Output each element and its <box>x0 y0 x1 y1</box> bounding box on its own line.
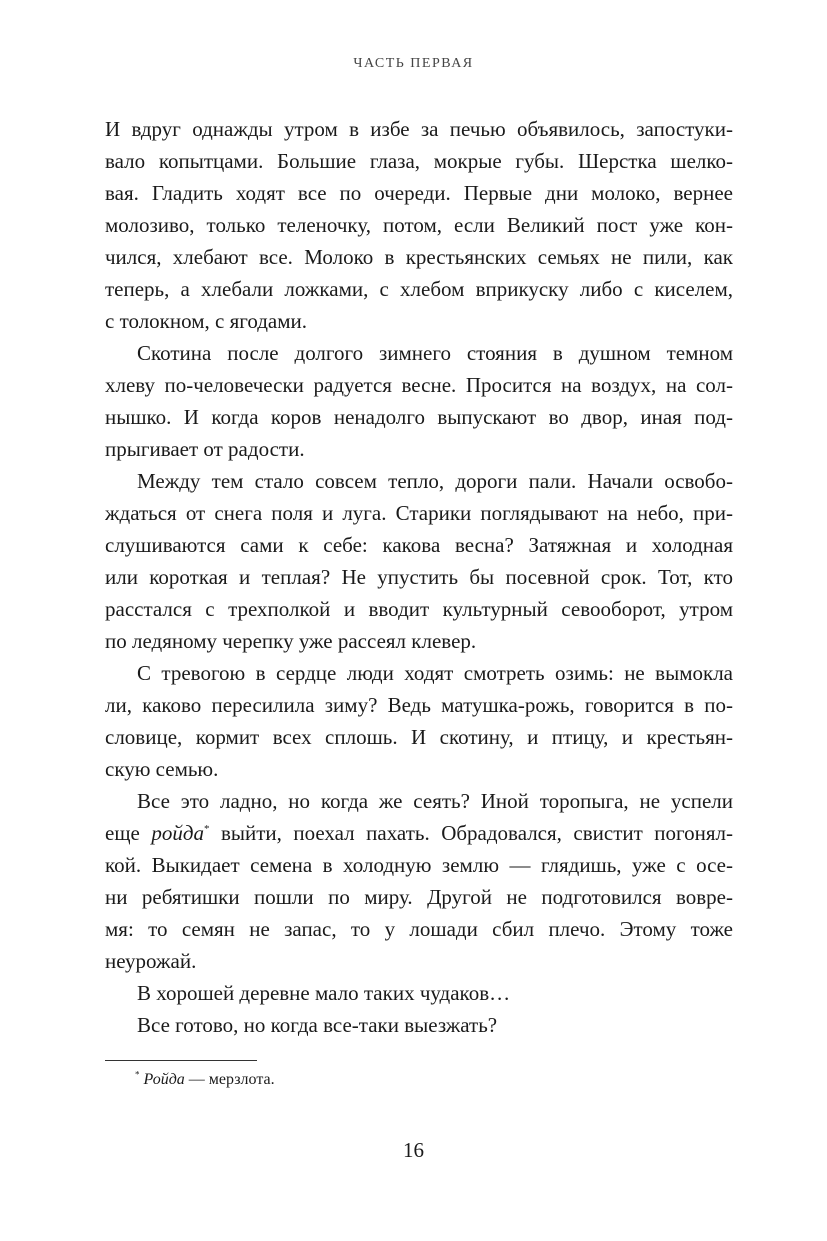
text-line: ждаться от снега поля и луга. Старики поглядывают на небо, при- <box>105 501 733 525</box>
footnote-definition: — мерзлота. <box>184 1071 275 1088</box>
text-line: Все готово, но когда все-таки выезжать? <box>137 1013 498 1037</box>
text-line: ни ребятишки пошли по миру. Другой не подготовился вовре- <box>105 885 733 909</box>
text-line: вая. Гладить ходят все по очереди. Первые дни молоко, вернее <box>105 181 733 205</box>
text-line: И вдруг однажды утром в избе за печью объявилось, запостуки- <box>105 117 733 141</box>
text-line: Скотина после долгого зимнего стояния в душном темном <box>137 341 733 365</box>
text-line: теперь, а хлебали ложками, с хлебом вприкуску либо с киселем, <box>105 277 733 301</box>
text-line-with-footnote <box>105 817 733 849</box>
text-line: по ледяному черепку уже рассеял клевер. <box>105 629 477 653</box>
text-line: мя: то семян не запас, то у лошади сбил плечо. Этому тоже <box>105 917 733 941</box>
footnote-marker: * <box>135 1069 140 1080</box>
text-fragment: еще <box>105 821 152 845</box>
text-line: чился, хлебают все. Молоко в крестьянских семьях не пили, как <box>105 245 733 269</box>
text-line: вало копытцами. Большие глаза, мокрые губы. Шерстка шелко- <box>105 149 733 173</box>
text-line: с толокном, с ягодами. <box>105 309 308 333</box>
text-fragment: выйти, поехал пахать. Обрадовался, свистит погонял- <box>209 821 733 845</box>
running-head: ЧАСТЬ ПЕРВАЯ <box>353 56 474 71</box>
text-line: скую семью. <box>105 757 219 781</box>
text-line: Между тем стало совсем тепло, дороги пали. Начали освобо- <box>137 469 733 493</box>
body-text <box>105 113 733 1041</box>
text-line: прыгивает от радости. <box>105 437 305 461</box>
footnote-term: Ройда <box>143 1071 185 1088</box>
footnote-term: ройда <box>151 821 204 845</box>
text-line: кой. Выкидает семена в холодную землю — глядишь, уже с осе- <box>105 853 733 877</box>
text-line: С тревогою в сердце люди ходят смотреть озимь: не вымокла <box>137 661 733 685</box>
footnote-divider <box>105 1060 257 1061</box>
text-line: молозиво, только теленочку, потом, если Великий пост уже кон- <box>105 213 733 237</box>
text-line: ли, каково пересилила зиму? Ведь матушка-рожь, говорится в по- <box>105 693 733 717</box>
text-line: слушиваются сами к себе: какова весна? Затяжная и холодная <box>105 533 733 557</box>
page-number: 16 <box>403 1138 424 1162</box>
text-line: неурожай. <box>105 949 197 973</box>
text-line: расстался с трехполкой и вводит культурный севооборот, утром <box>105 597 733 621</box>
text-line: или короткая и теплая? Не упустить бы посевной срок. Тот, кто <box>105 565 733 589</box>
text-line: нышко. И когда коров ненадолго выпускают во двор, иная под- <box>105 405 733 429</box>
text-line: словице, кормит всех сплошь. И скотину, и птицу, и крестьян- <box>105 725 733 749</box>
text-line: хлеву по-человечески радуется весне. Просится на воздух, на сол- <box>105 373 733 397</box>
text-line: Все это ладно, но когда же сеять? Иной торопыга, не успели <box>137 789 733 813</box>
footnote-marker: * <box>203 823 210 835</box>
footnote <box>135 1069 275 1091</box>
text-line: В хорошей деревне мало таких чудаков… <box>137 981 511 1005</box>
